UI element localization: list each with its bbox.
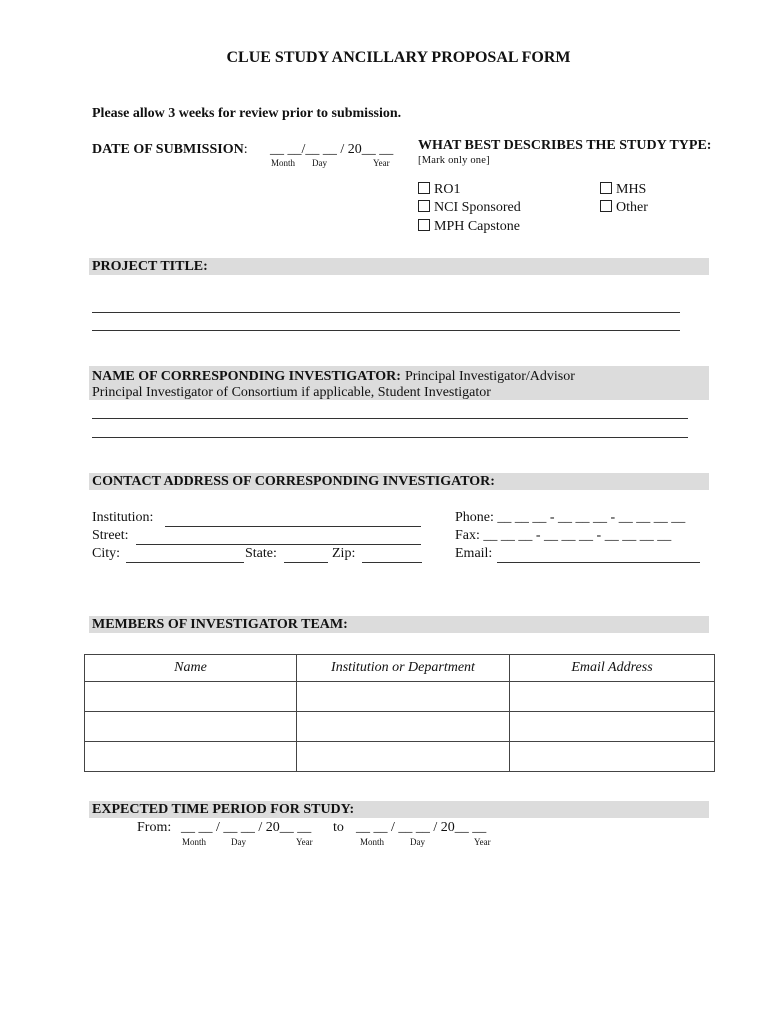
from-date-field[interactable]: __ __ / __ __ / 20__ __ [181, 820, 312, 835]
investigator-description: Principal Investigator of Consortium if applicable, Student Investigator [92, 385, 491, 400]
zip-label: Zip: [332, 546, 356, 561]
table-row [85, 742, 715, 772]
from-day-caption: Day [231, 837, 246, 847]
phone-field[interactable]: Phone: __ __ __ - __ __ __ - __ __ __ __ [455, 510, 686, 525]
table-cell[interactable] [85, 682, 297, 712]
study-type-label: WHAT BEST DESCRIBES THE STUDY TYPE: [418, 138, 712, 153]
table-row [85, 682, 715, 712]
table-header-row [85, 655, 715, 682]
table-cell[interactable] [297, 682, 510, 712]
date-of-submission-label: DATE OF SUBMISSION: [92, 142, 248, 157]
to-label: to [333, 820, 344, 835]
state-field[interactable] [284, 562, 328, 563]
study-type-option-other[interactable]: Other [600, 200, 648, 216]
project-title-label: PROJECT TITLE: [92, 259, 208, 274]
submission-year-caption: Year [373, 158, 390, 168]
contact-label: CONTACT ADDRESS OF CORRESPONDING INVESTIGATOR: [92, 474, 495, 489]
investigator-line[interactable] [92, 418, 688, 419]
table-row [85, 712, 715, 742]
project-title-line[interactable] [92, 330, 680, 331]
checkbox-icon [418, 182, 430, 194]
fax-field[interactable]: Fax: __ __ __ - __ __ __ - __ __ __ __ [455, 528, 672, 543]
email-field[interactable] [497, 562, 700, 563]
zip-field[interactable] [362, 562, 422, 563]
table-cell[interactable] [85, 712, 297, 742]
checkbox-icon [600, 200, 612, 212]
institution-field[interactable] [165, 526, 421, 527]
checkbox-icon [600, 182, 612, 194]
from-year-caption: Year [296, 837, 313, 847]
table-cell[interactable] [85, 742, 297, 772]
street-label: Street: [92, 528, 129, 543]
state-label: State: [245, 546, 277, 561]
to-month-caption: Month [360, 837, 385, 847]
city-label: City: [92, 546, 121, 561]
checkbox-icon [418, 200, 430, 212]
column-header-name: Name [85, 655, 297, 682]
submission-day-caption: Day [312, 158, 327, 168]
table-cell[interactable] [510, 682, 715, 712]
study-type-note: [Mark only one] [418, 155, 490, 166]
from-month-caption: Month [182, 837, 207, 847]
study-type-option-ro1[interactable]: RO1 [418, 182, 460, 198]
column-header-institution: Institution or Department [297, 655, 510, 682]
study-type-option-nci[interactable]: NCI Sponsored [418, 200, 521, 216]
street-field[interactable] [136, 544, 421, 545]
from-label: From: [137, 820, 172, 835]
study-type-option-mhs[interactable]: MHS [600, 182, 646, 198]
submission-month-caption: Month [271, 158, 296, 168]
column-header-email: Email Address [510, 655, 715, 682]
to-date-field[interactable]: __ __ / __ __ / 20__ __ [356, 820, 487, 835]
checkbox-icon [418, 219, 430, 231]
institution-label: Institution: [92, 510, 154, 525]
table-cell[interactable] [510, 742, 715, 772]
team-table [84, 654, 715, 772]
team-label: MEMBERS OF INVESTIGATOR TEAM: [92, 617, 348, 632]
study-type-option-mph[interactable]: MPH Capstone [418, 219, 520, 235]
review-notice: Please allow 3 weeks for review prior to submission. [92, 106, 402, 121]
period-label: EXPECTED TIME PERIOD FOR STUDY: [92, 802, 355, 817]
table-cell[interactable] [297, 712, 510, 742]
project-title-line[interactable] [92, 312, 680, 313]
investigator-heading: NAME OF CORRESPONDING INVESTIGATOR: Principal Investigator/Advisor [92, 369, 575, 384]
submission-date-field[interactable]: __ __/__ __ / 20__ __ [270, 142, 394, 157]
email-label: Email: [455, 546, 493, 561]
investigator-line[interactable] [92, 437, 688, 438]
table-cell[interactable] [510, 712, 715, 742]
table-cell[interactable] [297, 742, 510, 772]
to-day-caption: Day [410, 837, 425, 847]
to-year-caption: Year [474, 837, 491, 847]
city-field[interactable] [126, 562, 244, 563]
form-title: CLUE STUDY ANCILLARY PROPOSAL FORM [226, 49, 571, 66]
